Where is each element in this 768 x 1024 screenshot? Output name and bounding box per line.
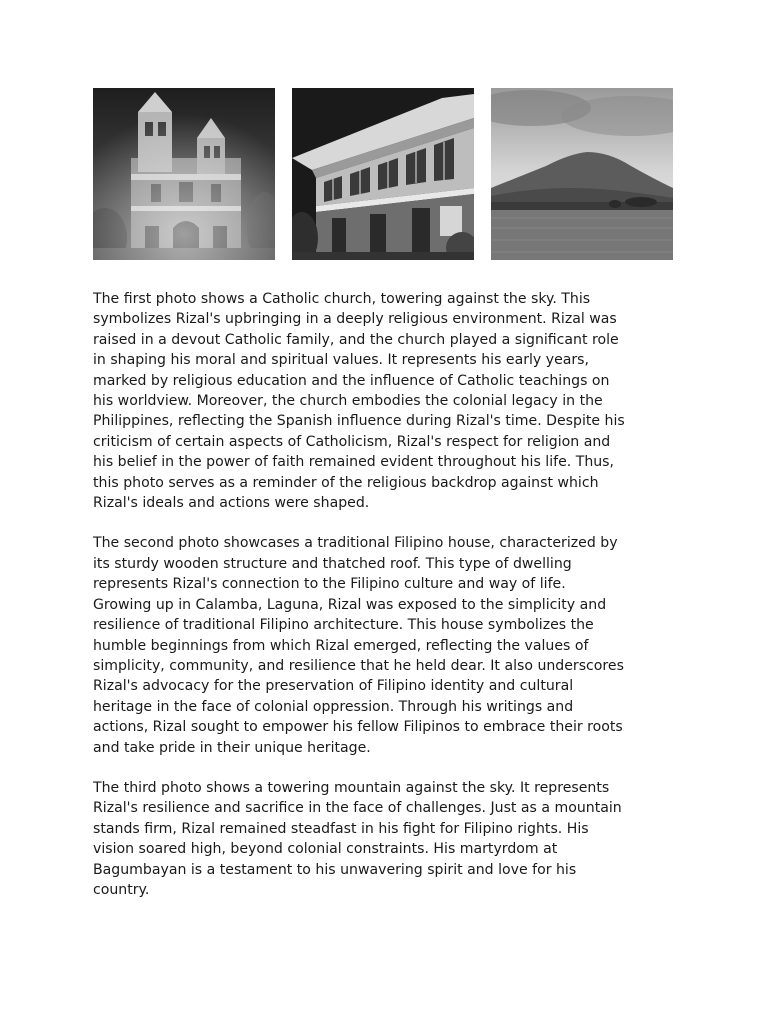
paragraph-line: symbolizes Rizal's upbringing in a deeply religious environment. Rizal was — [93, 311, 617, 328]
paragraph-line: actions, Rizal sought to empower his fellow Filipinos to embrace their roots — [93, 719, 623, 736]
photo-row — [93, 88, 674, 260]
paragraph-line: stands firm, Rizal remained steadfast in his fight for Filipino rights. His — [93, 820, 589, 837]
paragraph-line: The second photo showcases a traditional Filipino house, characterized by — [93, 535, 618, 552]
paragraph-line: and take pride in their unique heritage. — [93, 739, 371, 756]
paragraph-line: heritage in the face of colonial oppression. Through his writings and — [93, 698, 574, 715]
paragraph-line: The first photo shows a Catholic church, towering against the sky. This — [93, 291, 591, 307]
paragraph-line: Rizal's advocacy for the preservation of Filipino identity and cultural — [93, 678, 574, 695]
paragraph-line: his belief in the power of faith remained evident throughout his life. Thus, — [93, 454, 615, 471]
filipino-house-photo — [292, 88, 474, 260]
paragraph-line: country. — [93, 881, 150, 898]
paragraph-mountain — [93, 778, 679, 900]
paragraph-line: The third photo shows a towering mountain against the sky. It represents — [93, 779, 610, 796]
paragraph-line: Growing up in Calamba, Laguna, Rizal was exposed to the simplicity and — [93, 596, 607, 613]
paragraph-church — [93, 289, 679, 513]
paragraph-line: criticism of certain aspects of Catholicism, Rizal's respect for religion and — [93, 433, 611, 450]
paragraph-line: in shaping his moral and spiritual values. It represents his early years, — [93, 352, 589, 369]
paragraph-line: resilience of traditional Filipino architecture. This house symbolizes the — [93, 617, 594, 634]
paragraph-line: simplicity, community, and resilience that he held dear. It also underscores — [93, 657, 624, 674]
paragraph-line: vision soared high, beyond colonial constraints. His martyrdom at — [93, 841, 558, 858]
paragraph-line: Bagumbayan is a testament to his unwavering spirit and love for his — [93, 861, 577, 878]
paragraph-line: Rizal's ideals and actions were shaped. — [93, 495, 370, 512]
essay-text — [93, 289, 679, 920]
paragraph-line: marked by religious education and the influence of Catholic teachings on — [93, 372, 610, 389]
paragraph-line: represents Rizal's connection to the Filipino culture and way of life. — [93, 576, 566, 593]
paragraph-house — [93, 533, 679, 757]
paragraph-line: Philippines, reflecting the Spanish influence during Rizal's time. Despite his — [93, 413, 625, 430]
mountain-photo — [491, 88, 673, 260]
paragraph-line: Rizal's resilience and sacrifice in the face of challenges. Just as a mountain — [93, 800, 622, 817]
paragraph-line: this photo serves as a reminder of the religious backdrop against which — [93, 474, 599, 491]
paragraph-line: raised in a devout Catholic family, and the church played a significant role — [93, 331, 619, 348]
paragraph-line: his worldview. Moreover, the church embodies the colonial legacy in the — [93, 393, 603, 410]
paragraph-line: its sturdy wooden structure and thatched roof. This type of dwelling — [93, 555, 572, 572]
paragraph-line: humble beginnings from which Rizal emerged, reflecting the values of — [93, 637, 589, 654]
church-photo — [93, 88, 275, 260]
